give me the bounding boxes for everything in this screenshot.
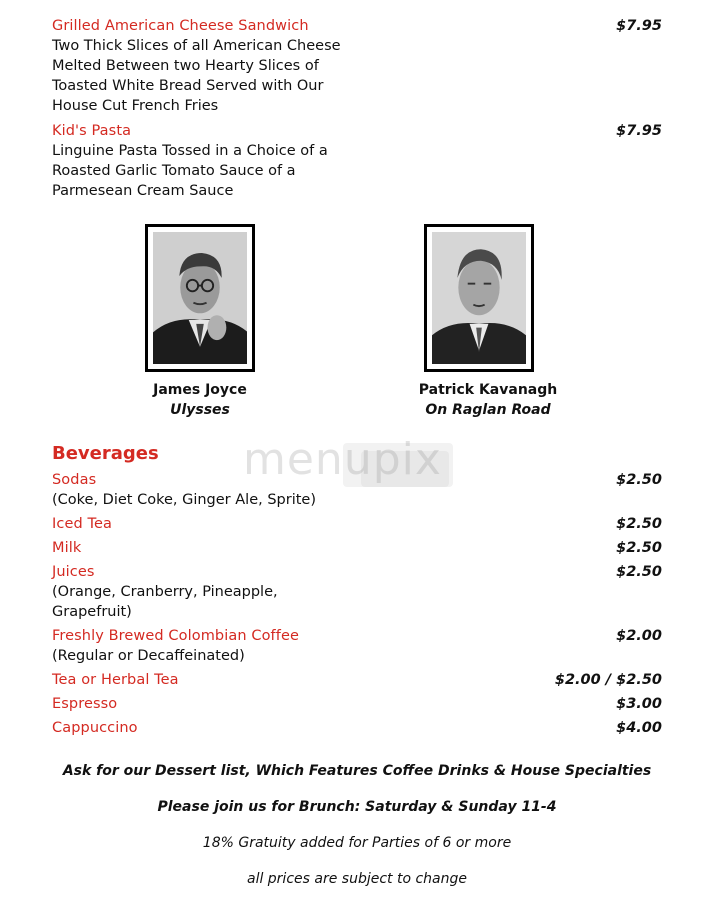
portrait-name: Patrick Kavanagh <box>418 382 558 398</box>
portrait-photo-joyce <box>145 224 255 372</box>
description-line: Roasted Garlic Tomato Sauce of a <box>52 163 296 179</box>
item-description <box>52 490 572 510</box>
description-line: House Cut French Fries <box>52 98 219 114</box>
item-name: Sodas <box>52 472 97 488</box>
item-description <box>52 36 352 116</box>
item-name: Tea or Herbal Tea <box>52 672 179 688</box>
item-name: Juices <box>52 564 95 580</box>
kavanagh-photo <box>432 232 526 364</box>
item-name: Iced Tea <box>52 516 112 532</box>
brunch-note: Please join us for Brunch: Saturday & Sunday 11-4 <box>157 799 557 815</box>
watermark-text: menupix <box>243 434 442 485</box>
portrait-work: Ulysses <box>170 402 230 418</box>
joyce-photo <box>153 232 247 364</box>
portrait-name: James Joyce <box>153 382 247 398</box>
description-line: Two Thick Slices of all American Cheese <box>52 38 341 54</box>
item-name: Espresso <box>52 696 118 712</box>
item-price: $2.50 <box>616 540 662 556</box>
menu-item-kids-pasta <box>52 121 662 201</box>
item-name: Milk <box>52 540 82 556</box>
description-line: (Regular or Decaffeinated) <box>52 648 245 664</box>
beverage-milk <box>52 538 662 558</box>
item-price: $2.50 <box>616 516 662 532</box>
item-price: $2.50 <box>616 564 662 580</box>
item-price: $2.00 / $2.50 <box>554 672 662 688</box>
beverage-juices <box>52 562 662 622</box>
portrait-work: On Raglan Road <box>425 402 551 418</box>
portrait-caption-joyce <box>110 380 290 420</box>
description-line: Parmesean Cream Sauce <box>52 183 234 199</box>
item-name: Cappuccino <box>52 720 138 736</box>
gratuity-note: 18% Gratuity added for Parties of 6 or more <box>202 835 512 851</box>
menu-item-grilled-cheese <box>52 16 662 116</box>
item-price: $2.00 <box>616 628 662 644</box>
item-price: $7.95 <box>616 123 662 139</box>
beverage-cappuccino <box>52 718 662 738</box>
description-line: Toasted White Bread Served with Our <box>52 78 324 94</box>
beverage-coffee <box>52 626 662 666</box>
beverage-espresso <box>52 694 662 714</box>
item-description <box>52 582 572 622</box>
item-name: Kid's Pasta <box>52 123 132 139</box>
item-price: $2.50 <box>616 472 662 488</box>
description-line: Linguine Pasta Tossed in a Choice of a <box>52 143 328 159</box>
prices-note: all prices are subject to change <box>246 871 467 887</box>
dessert-note: Ask for our Dessert list, Which Features Coffee Drinks & House Specialties <box>62 763 652 779</box>
beverages-heading: Beverages <box>52 443 159 464</box>
item-price: $3.00 <box>616 696 662 712</box>
description-line: Grapefruit) <box>52 604 132 620</box>
beverage-tea <box>52 670 662 690</box>
beverage-sodas <box>52 470 662 510</box>
description-line: (Coke, Diet Coke, Ginger Ale, Sprite) <box>52 492 316 508</box>
item-description <box>52 646 572 666</box>
beverage-iced-tea <box>52 514 662 534</box>
item-price: $4.00 <box>616 720 662 736</box>
description-line: Melted Between two Hearty Slices of <box>52 58 319 74</box>
description-line: (Orange, Cranberry, Pineapple, <box>52 584 278 600</box>
item-name: Freshly Brewed Colombian Coffee <box>52 628 300 644</box>
item-name: Grilled American Cheese Sandwich <box>52 18 309 34</box>
item-description <box>52 141 352 201</box>
item-price: $7.95 <box>616 18 662 34</box>
portrait-photo-kavanagh <box>424 224 534 372</box>
portrait-caption-kavanagh <box>398 380 578 420</box>
